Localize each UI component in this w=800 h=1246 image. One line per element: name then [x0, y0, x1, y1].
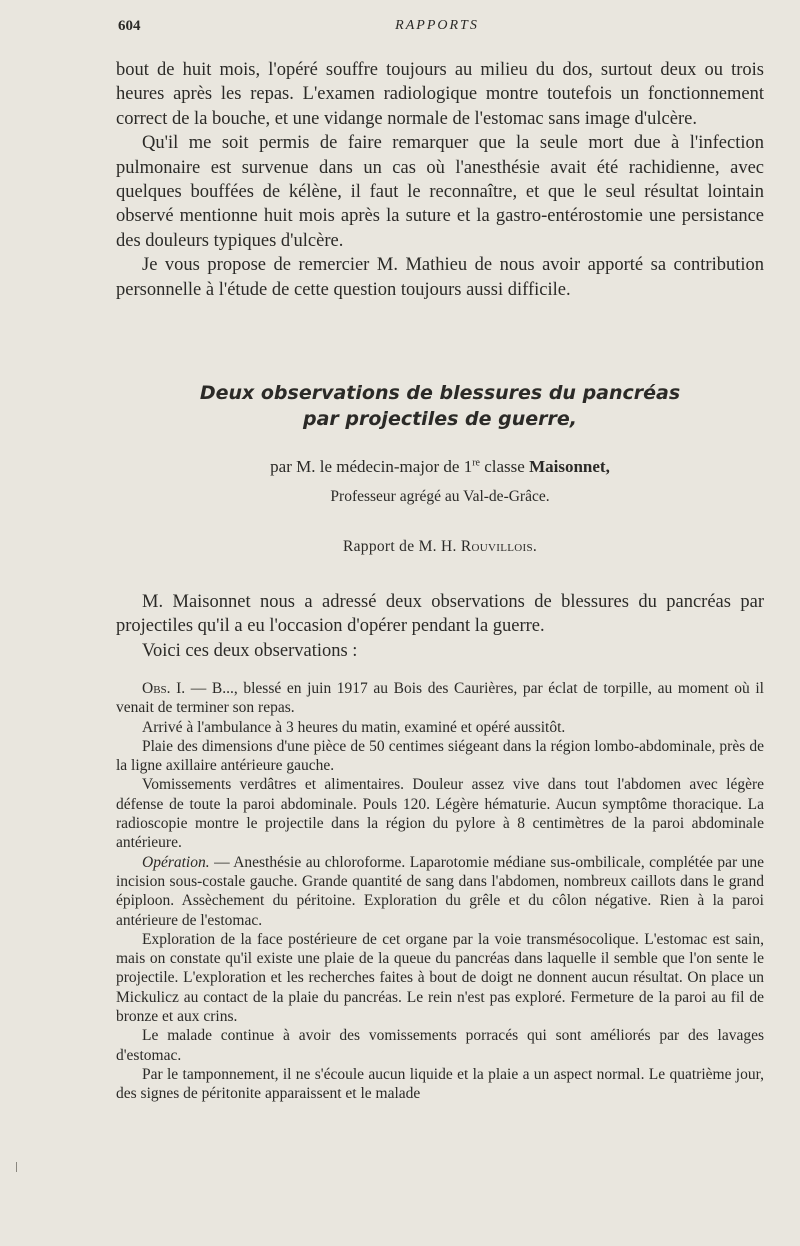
obs-wound: Plaie des dimensions d'une pièce de 50 centimes siégeant dans la région lombo-abdominale, près de la ligne axillaire antérieure gauche. — [116, 737, 764, 775]
obs-symptoms: Vomissements verdâtres et alimentaires. Douleur assez vive dans tout l'abdomen avec légère défense de toute la paroi abdominale. Pouls 120. Légère hématurie. Aucun symptôme thoracique. La radioscopie montre le projectile dans la région du pylore à 8 centimètres de la paroi abdominale antérieure. — [116, 776, 764, 852]
obs-opening-text: I. — B..., blessé en juin 1917 au Bois des Caurières, par éclat de torpille, au moment où il venait de terminer son repas. — [116, 680, 764, 717]
obs-vomiting: Le malade continue à avoir des vomissements porracés qui sont améliorés par des lavages d'estomac. — [116, 1027, 764, 1064]
operation-label: Opération. — [142, 853, 210, 871]
margin-mark — [16, 1162, 17, 1172]
body-paragraph-1: M. Maisonnet nous a adressé deux observations de blessures du pancréas par projectiles qu'il a eu l'occasion d'opérer pendant la guerre. — [116, 592, 764, 637]
obs-arrival: Arrivé à l'ambulance à 3 heures du matin, examiné et opéré aussitôt. — [142, 718, 566, 736]
byline — [116, 457, 764, 477]
obs-packing: Par le tamponnement, il ne s'écoule aucun liquide et la plaie a un aspect normal. Le quatrième jour, des signes de péritonite apparaissent et le malade — [116, 1065, 764, 1103]
article-title-line-2: par projectiles de guerre, — [303, 408, 577, 430]
affiliation: Professeur agrégé au Val-de-Grâce. — [330, 488, 550, 505]
body-section — [116, 590, 764, 663]
affiliation-block — [116, 488, 764, 506]
operation-text: — Anesthésie au chloroforme. Laparotomie médiane sus-ombilicale, complétée par une incision sous-costale gauche. Grande quantité de sang dans l'abdomen, nombreux caillots dans le grand épiploon. Assèchement du péritoine. Exploration du grêle et du côlon négative. Rien à la paroi antérieure de l'estomac. — [116, 853, 764, 929]
obs-label: Obs. — [142, 680, 171, 697]
obs-opening — [116, 679, 764, 718]
obs-exploration: Exploration de la face postérieure de cet organe par la voie transmésocolique. L'estomac est sain, mais on constate qu'il existe une plaie de la queue du pancréas dans laquelle il semble que l'on sente le projectile. L'exploration et les recherches faites à bout de doigt ne donnent aucun résultat. On place un Mickulicz au contact de la plaie du pancréas. Le rein n'est pas exploré. Fermeture de la paroi au fil de bronze et aux crins. — [116, 930, 764, 1026]
running-title: RAPPORTS — [395, 18, 479, 33]
running-head — [118, 18, 756, 42]
byline-middle: classe — [479, 457, 530, 476]
body-paragraph-2: Voici ces deux observations : — [142, 640, 358, 661]
article-heading — [116, 380, 764, 432]
report-prefix: Rapport de M. H. — [342, 538, 461, 555]
byline-superscript: re — [472, 457, 480, 469]
byline-author: Maisonnet, — [529, 457, 610, 476]
article-title-line-1: Deux observations de blessures du pancréas — [199, 382, 681, 404]
intro-paragraph-2: Qu'il me soit permis de faire remarquer que la seule mort due à l'infection pulmonaire est survenue dans un cas où l'anesthésie avait été rachidienne, avec quelques bouffées de kélène, il faut le reconnaître, et que le seul résultat lointain observé mentionne huit mois après la suture et la gastro-entérostomie une persistance des douleurs typiques d'ulcère. — [116, 133, 764, 251]
page-number: 604 — [118, 18, 141, 34]
byline-prefix: par M. le médecin-major de 1 — [270, 457, 473, 476]
report-block — [116, 538, 764, 556]
observation-section — [116, 679, 764, 1104]
obs-operation — [116, 853, 764, 930]
intro-paragraph-3: Je vous propose de remercier M. Mathieu de nous avoir apporté sa contribution personnelle à l'étude de cette question toujours aussi difficile. — [116, 255, 764, 300]
intro-paragraph-1: bout de huit mois, l'opéré souffre toujours au milieu du dos, surtout deux ou trois heures après les repas. L'examen radiologique montre toutefois un fonctionnement correct de la bouche, et une vidange normale de l'estomac sans image d'ulcère. — [116, 60, 764, 129]
intro-section — [116, 58, 764, 302]
report-author: Rouvillois. — [460, 538, 538, 555]
